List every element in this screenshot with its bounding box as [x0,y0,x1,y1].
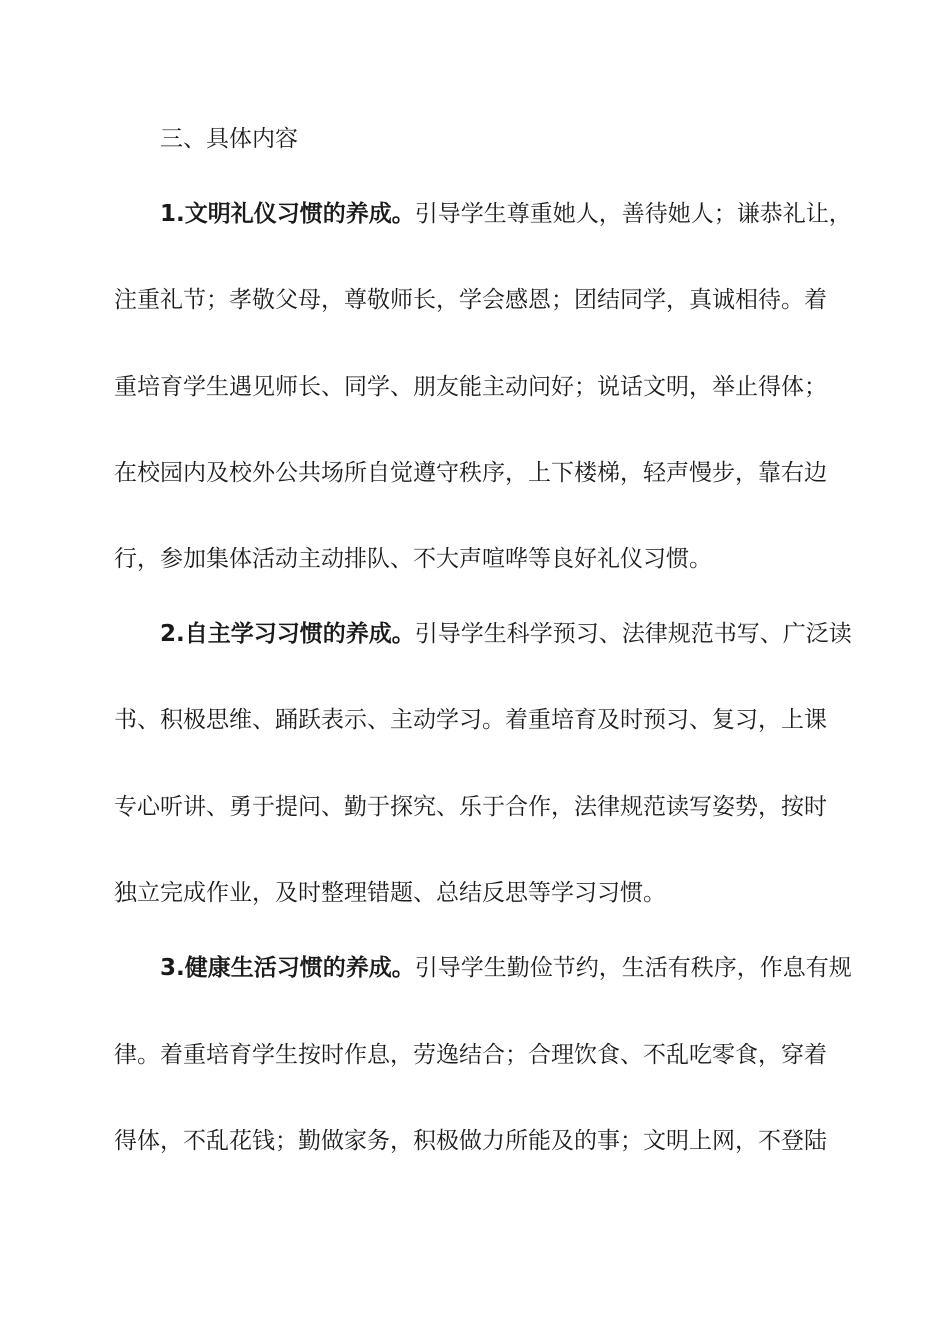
section-heading: 三、具体内容 [160,126,298,152]
paragraph-1-line: 在校园内及校外公共场所自觉遵守秩序，上下楼梯，轻声慢步，靠右边 [114,460,827,486]
paragraph-2-text: 引导学生科学预习、法律规范书写、广泛读 [414,621,852,647]
paragraph-3-first-line [160,953,854,983]
paragraph-3-line: 得体，不乱花钱；勤做家务，积极做力所能及的事；文明上网，不登陆 [114,1128,827,1154]
paragraph-1-line: 行，参加集体活动主动排队、不大声喧哗等良好礼仪习惯。 [114,546,712,572]
paragraph-1-title: 1.文明礼仪习惯的养成。 [160,201,415,227]
paragraph-3-title: 3.健康生活习惯的养成。 [160,955,415,981]
paragraph-2-first-line [160,619,854,649]
paragraph-2-title: 2.自主学习习惯的养成。 [160,621,415,647]
paragraph-3-text: 引导学生勤俭节约，生活有秩序，作息有规 [414,955,852,981]
paragraph-1-first-line [160,199,854,229]
paragraph-3-line: 律。着重培育学生按时作息，劳逸结合；合理饮食、不乱吃零食，穿着 [114,1042,827,1068]
paragraph-2-line: 书、积极思维、踊跃表示、主动学习。着重培育及时预习、复习，上课 [114,707,827,733]
paragraph-2-line: 独立完成作业，及时整理错题、总结反思等学习习惯。 [114,880,666,906]
paragraph-2-line: 专心听讲、勇于提问、勤于探究、乐于合作，法律规范读写姿势，按时 [114,794,827,820]
paragraph-1-line: 重培育学生遇见师长、同学、朋友能主动问好；说话文明，举止得体； [114,374,827,400]
paragraph-1-text: 引导学生尊重她人，善待她人；谦恭礼让， [414,201,852,227]
paragraph-1-line: 注重礼节；孝敬父母，尊敬师长，学会感恩；团结同学，真诚相待。着 [114,287,827,313]
